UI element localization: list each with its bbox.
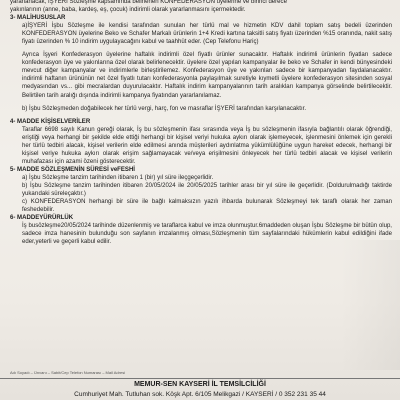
signature-caption: Adı Soyadı – Ünvanı – Sabit/Cep Telefon Numarası – Mail Adresi — [10, 370, 126, 375]
section-5-b: b) İşbu Sözleşme tanzim tarihinden itibaren 20/05/2024 ile 20/05/2025 tarihler arası bir yıl süre ile geçerlidir. (Doldurulmadığı taktirde yukarıdaki süreleçaktır.) — [22, 182, 392, 198]
intro-line-2: yakınlarının (anne, baba, kardeş, eş, çocuk) indirimli olarak yararlanmasını içermektedir. — [10, 7, 246, 14]
section-4-paragraph: Taraflar 6698 sayılı Kanun gereği olarak, İş bu sözleşmenin ifası sırasında veya İş bu sözleşmenin ifasıyla bağlantılı olarak öğrendiği, eriştiği veya herhangi bir şekilde elde ettiği herhangi bir kişisel veriyi hukuka aykırı olarak işlemeyecek, işlenmesini önlemek için gerekli her türlü tedbiri alacak, kişisel verilerin elde edilmesi anında müşterileri aydınlatma yükümlülüğüne uygun hareket edecek, herhangi bir kişisel veriye hukuka aykırı olarak erişim sağlamayacak ve/veya erişilmesini önleyecek her türlü tedbiri alacak ve kişisel verilerin muhafazası için azami özeni gösterecektir. — [22, 126, 392, 165]
section-4-title: 4- MADDE KİŞİSELVERİLER — [10, 118, 91, 125]
footer-address: Cumhuriyet Mah. Tutluhan sok. Köşk Apt. 6/105 Melikgazi / KAYSERİ / 0 352 231 35 44 — [74, 391, 326, 398]
section-3-b: b) İşbu Sözleşmeden doğabilecek her türlü vergi, harç, fon ve masraflar İŞYERİ tarafından karşılanacaktır. — [22, 105, 307, 112]
document-body — [10, 0, 392, 246]
section-3-title: 3- MALİHUSUSLAR — [10, 15, 66, 22]
section-6-title: 6- MADDEYÜRÜRLÜK — [10, 215, 74, 222]
section-6-paragraph: İş busözleşme20/05/2024 tarihinde düzenlenmiş ve taraflarca kabul ve imza olunmuştur.6maddeden oluşan İşbu Sözleşme bir bütün olup, sadece imza hanesinin bulunduğu son sayfanın imzalanmış olması,Sözleşmenin tüm sayfalarındaki hükümlerin kabul edildiğini ifade eder,yeterli ve geçerli kabul edilir. — [22, 223, 392, 246]
page-shadow — [340, 240, 400, 370]
section-5-a: a) İşbu Sözleşme tanzim tarihinden itibaren 1 (bir) yıl süre ileçgeçerlidir. — [22, 174, 214, 181]
section-3-paragraph: Ayrıca İşyeri Konfederasyon üyelerine haftalık indirimli özel fiyatlı ürünler sunacaktır. Haftalık indirimli ürünlerin fiyatları sadece konfederasyon üye ve yakınlarına özel olarak belirlenecektir. üyelere özel yapılan kampanyalar ile beko ve Schafer in kendi bünyesindeki mevcut diğer kampanyalar ve indirimlerle birleştirilemez. Konfederasyon üye ve yakınları sadece bir kampanyadan faydalanacaktır. indirimli haftanın ürününün net özel fiyatlı tutarı konfederasyonla paylaşılmak suretiyle kıymetli üyelere konfederasyon sitesinden sosyal medyasından vs... gibi mecralardan duyurulacaktır. Haftalık indirim kampanyalarının tarih aralıkları kampanya görselinde belirtilecektir. Belirtilen tarih aralığı dışında indirimli kampanya fiyatından yararlanılamaz. — [22, 52, 392, 99]
footer-divider — [0, 378, 400, 379]
intro-line: yararlanacak, İŞYERİ Sözleşme kapsamında belirlenen KONFEDERASYON üyelerine ve birinci derece — [10, 0, 287, 5]
section-5-title: 5- MADDE SÖZLEŞMENİN SÜRESİ veFESHİ — [10, 166, 135, 173]
section-5-c: c) KONFEDERASYON herhangi bir süre ile bağlı kalmaksızın yazılı ihbarda bulunarak Sözleşmeyi tek taraflı olarak her zaman feshedebilir. — [22, 199, 392, 214]
section-3-a: a)İŞYERİ İşbu Sözleşme ile kendisi tarafından sunulan her türlü mal ve hizmetin KDV dahil toplam satış bedeli üzerinden KONFEDERASYON üyelerine Beko ve Schafer Markalı ürünlerin 1+4 Kredi kartına taksitli satış fiyatı üzerinden %15 oranında, nakit satış fiyatı üzerinden % 10 indirim uygulayacağını kabul ve taahhüt eder. (Cep Telefonu Hariç) — [22, 23, 392, 46]
footer-organization: MEMUR-SEN KAYSERİ İL TEMSİLCİLİĞİ — [134, 381, 266, 388]
